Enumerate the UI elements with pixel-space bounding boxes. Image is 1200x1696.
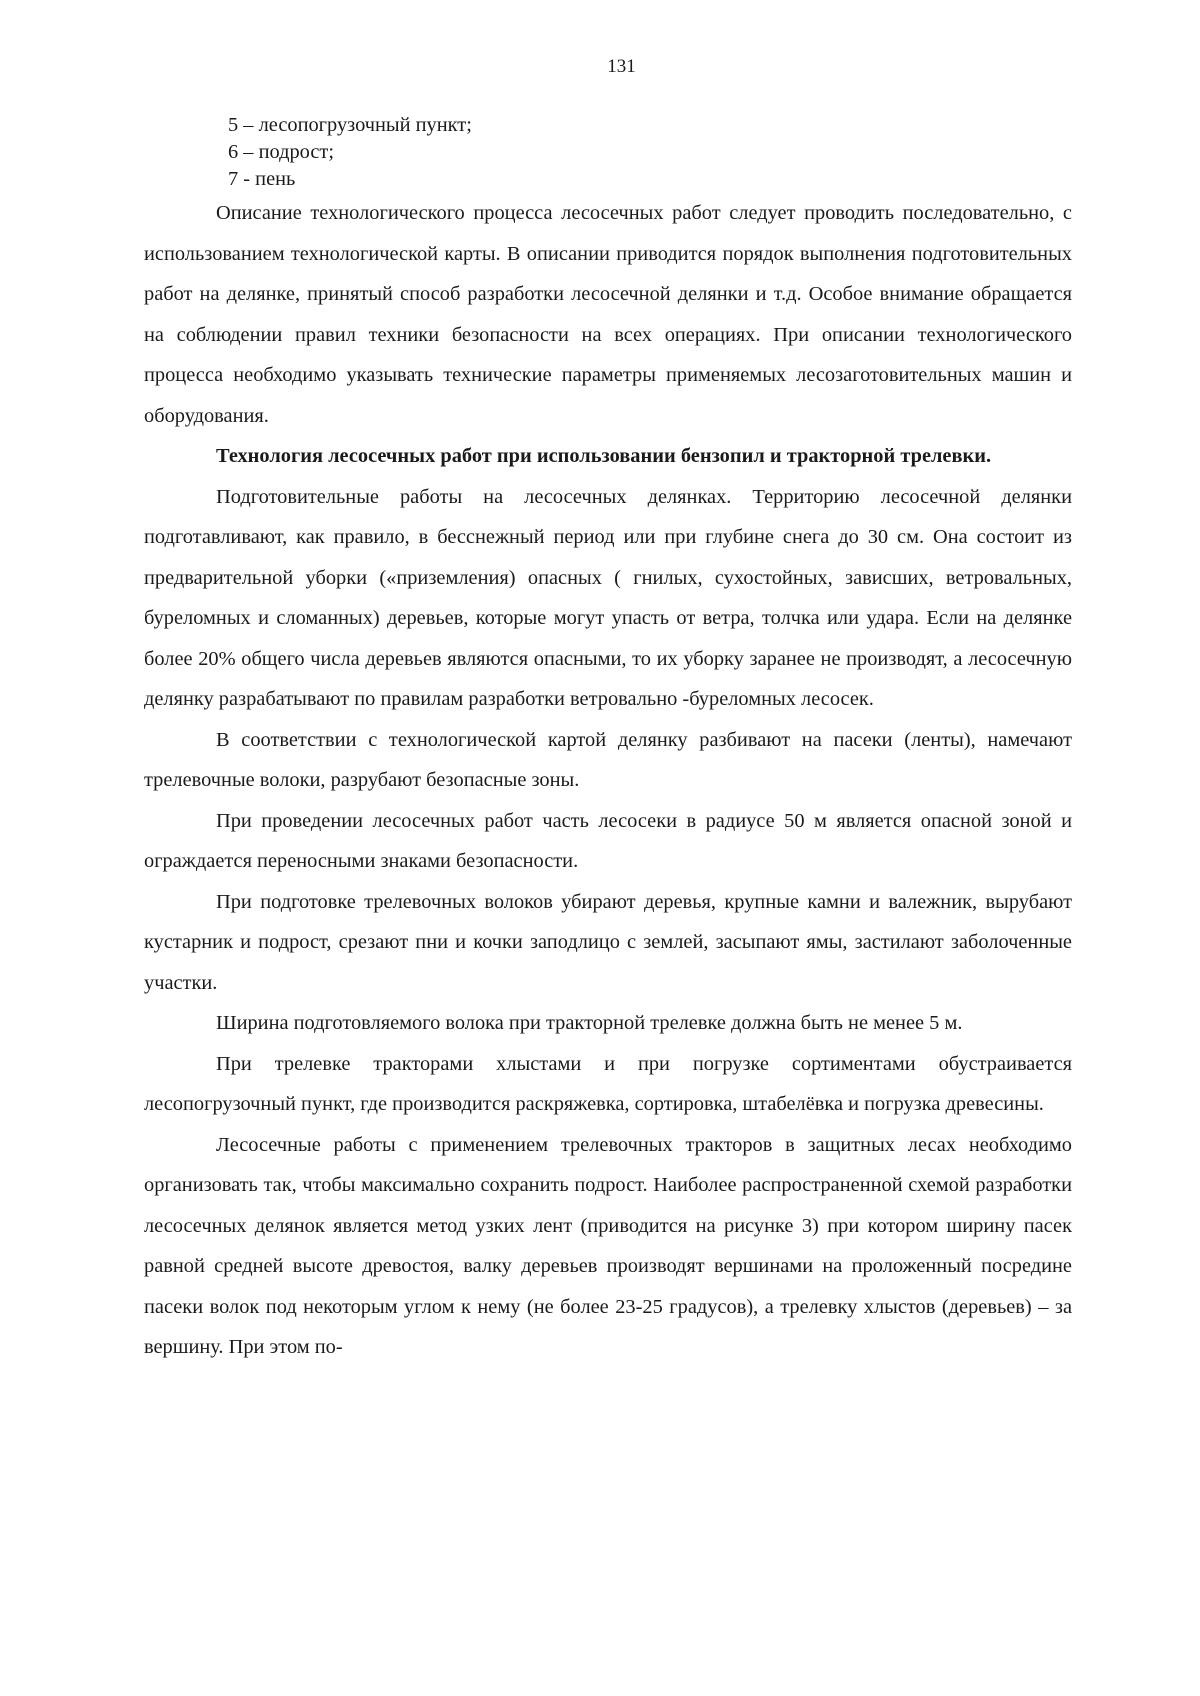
paragraph: При подготовке трелевочных волоков убирают деревья, крупные камни и валежник, вырубают кустарник и подрост, срезают пни и кочки заподлицо с землей, засыпают ямы, застилают заболоченные участки.: [144, 890, 1072, 994]
section-heading: Технология лесосечных работ при использовании бензопил и тракторной трелевки.: [216, 445, 992, 467]
paragraph: При трелевке тракторами хлыстами и при погрузке сортиментами обустраивается лесопогрузочный пункт, где производится раскряжевка, сортировка, штабелёвка и погрузка древесины.: [144, 1052, 1072, 1115]
paragraph: Описание технологического процесса лесосечных работ следует проводить последовательно, с использованием технологической карты. В описании приводится порядок выполнения подготовительных работ на делянке, принятый способ разработки лесосечной делянки и т.д. Особое внимание обращается на соблюдении правил техники безопасности на всех операциях. При описании технологического процесса необходимо указывать технические параметры применяемых лесозаготовительных машин и оборудования.: [144, 202, 1072, 427]
paragraph: При проведении лесосечных работ часть лесосеки в радиусе 50 м является опасной зоной и ограждается переносными знаками безопасности.: [144, 809, 1072, 872]
page-content: [144, 112, 1072, 1368]
list-item: 5 – лесопогрузочный пункт;: [228, 114, 472, 136]
list-item: 7 - пень: [228, 168, 296, 190]
page-number: 131: [607, 56, 636, 77]
figure-legend-list: [144, 112, 1072, 193]
paragraph: Ширина подготовляемого волока при тракторной трелевке должна быть не менее 5 м.: [216, 1012, 963, 1034]
paragraph: Подготовительные работы на лесосечных делянках. Территорию лесосечной делянки подготавливают, как правило, в бесснежный период или при глубине снега до 30 см. Она состоит из предварительной уборки («приземления) опасных ( гнилых, сухостойных, зависших, ветровальных, буреломных и сломанных) деревьев, которые могут упасть от ветра, толчка или удара. Если на делянке более 20% общего числа деревьев являются опасными, то их уборку заранее не производят, а лесосечную делянку разрабатывают по правилам разработки ветровально -буреломных лесосек.: [144, 485, 1072, 710]
paragraph: В соответствии с технологической картой делянку разбивают на пасеки (ленты), намечают трелевочные волоки, разрубают безопасные зоны.: [144, 728, 1072, 791]
list-item: 6 – подрост;: [228, 141, 335, 163]
paragraph: Лесосечные работы с применением трелевочных тракторов в защитных лесах необходимо организовать так, чтобы максимально сохранить подрост. Наиболее распространенной схемой разработки лесосечных делянок является метод узких лент (приводится на рисунке 3) при котором ширину пасек равной средней высоте древостоя, валку деревьев производят вершинами на проложенный посредине пасеки волок под некоторым углом к нему (не более 23-25 градусов), а трелевку хлыстов (деревьев) – за вершину. При этом по-: [144, 1133, 1072, 1358]
